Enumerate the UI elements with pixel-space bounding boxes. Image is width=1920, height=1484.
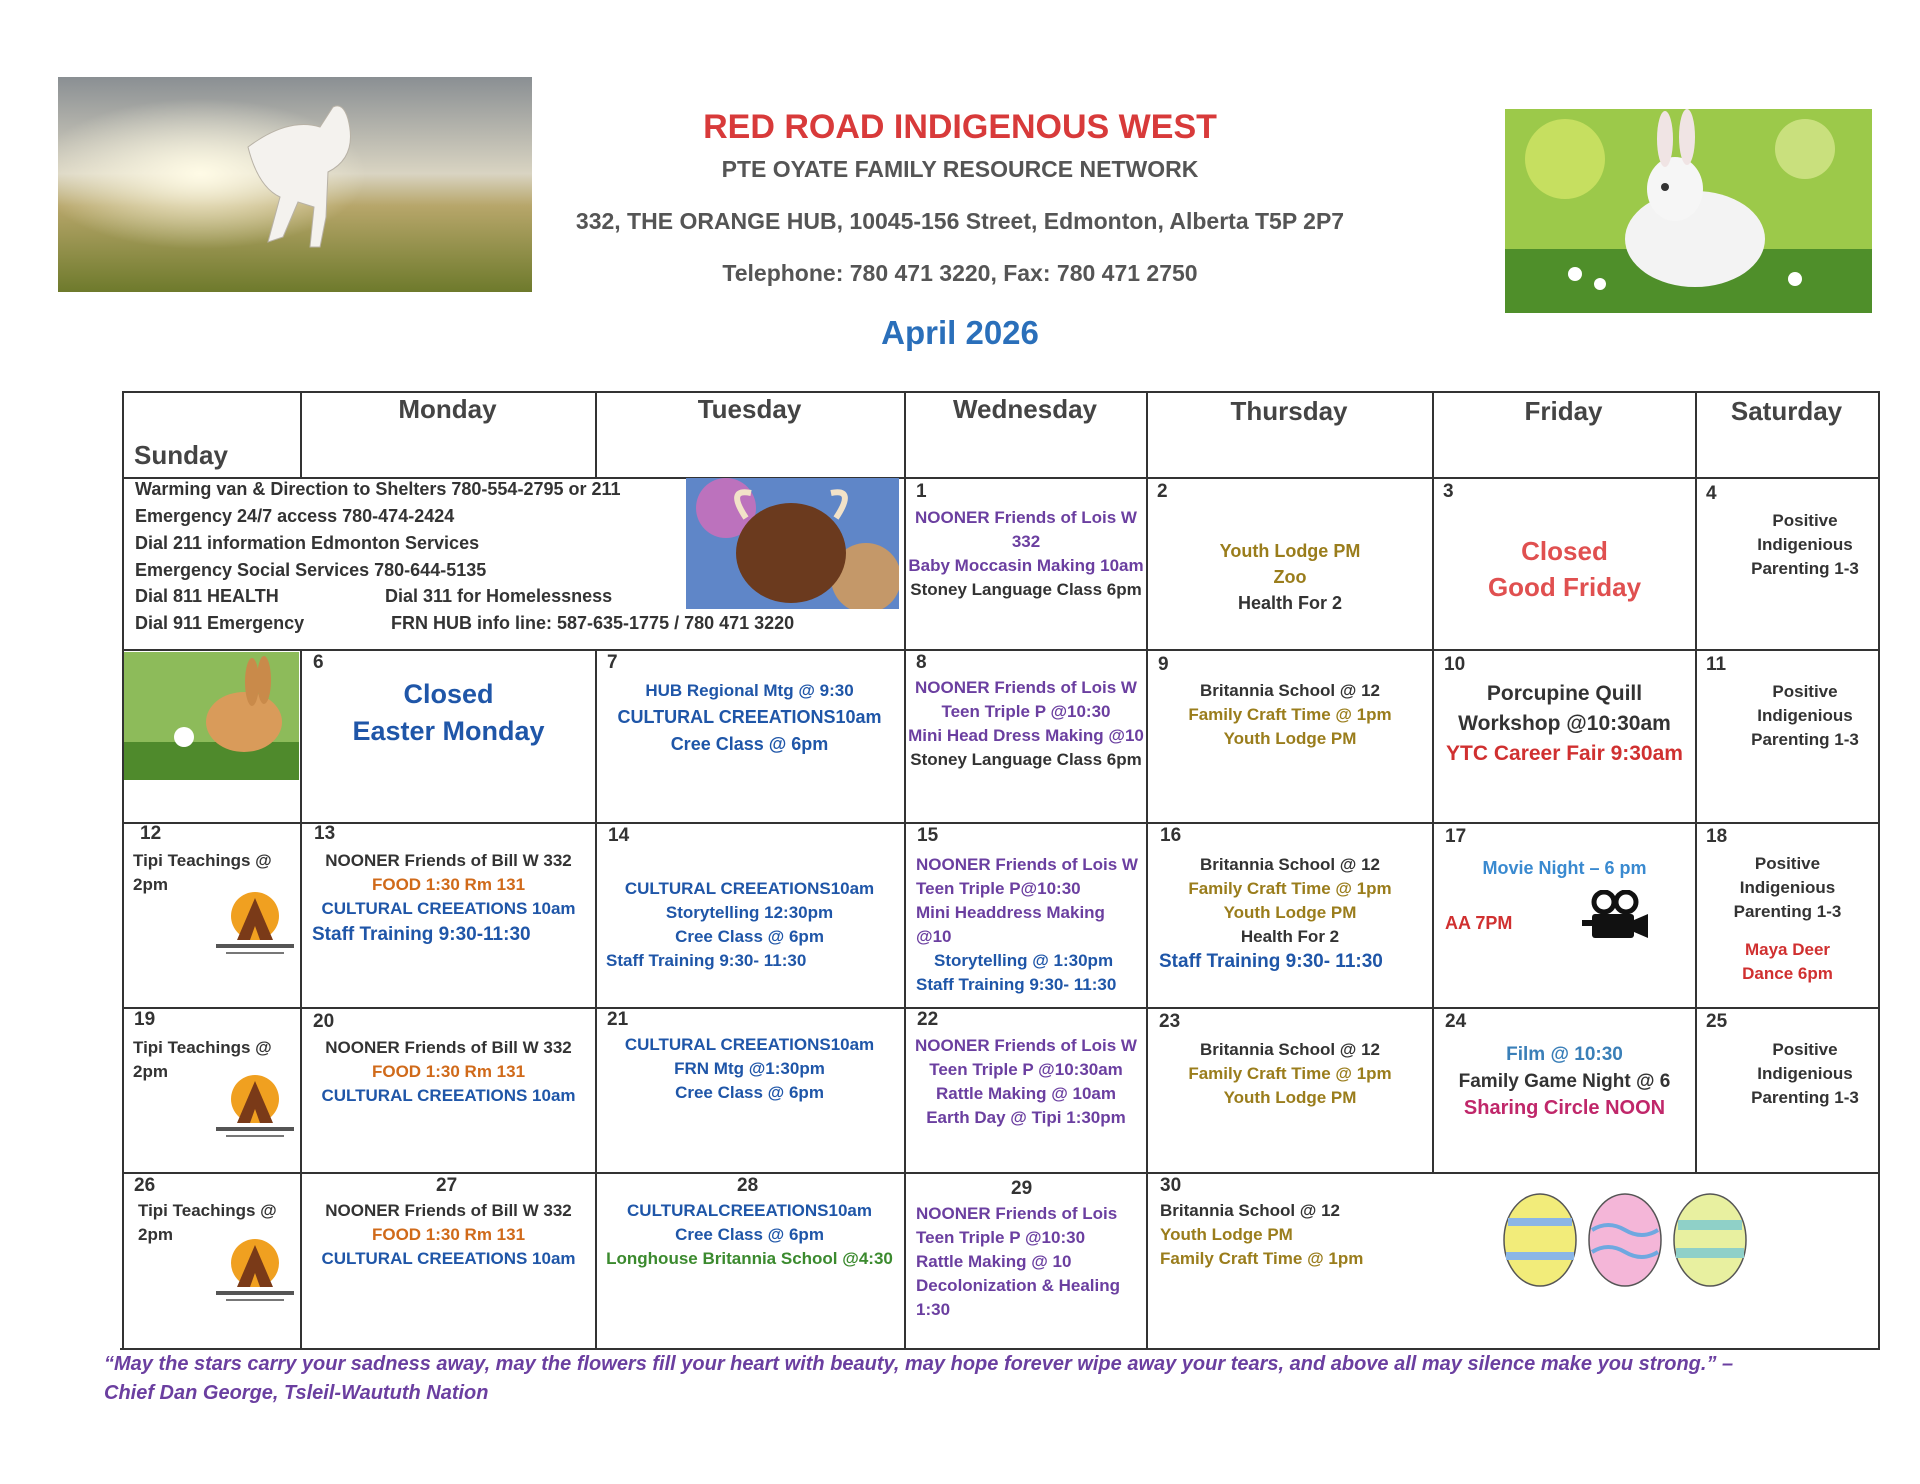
day-cell-14 <box>597 877 902 949</box>
event: Teen Triple P @10:30 <box>941 702 1111 721</box>
day-number: 30 <box>1160 1175 1182 1196</box>
day-number: 7 <box>607 652 618 673</box>
event: Baby Moccasin Making 10am <box>908 556 1144 575</box>
event: FOOD 1:30 Rm 131 <box>371 875 526 894</box>
day-number: 13 <box>314 823 336 844</box>
org-subtitle: PTE OYATE FAMILY RESOURCE NETWORK <box>721 156 1199 182</box>
event: Mini Head Dress Making @10 <box>908 726 1144 745</box>
day-cell-30 <box>1160 1199 1420 1271</box>
day-cell-2 <box>1148 538 1432 616</box>
day-number: 21 <box>607 1009 629 1030</box>
event: Positive Indigenious Parenting 1-3 <box>1751 511 1859 578</box>
day-cell-25 <box>1750 1038 1860 1110</box>
event: Health For 2 <box>1240 927 1340 946</box>
org-address: 332, THE ORANGE HUB, 10045-156 Street, Edmonton, Alberta T5P 2P7 <box>575 208 1345 234</box>
day-number: 28 <box>737 1175 759 1196</box>
event: Good Friday <box>1487 572 1642 602</box>
event: Tipi Teachings @ 2pm <box>138 1201 277 1244</box>
day-header-thursday: Thursday <box>1230 396 1348 426</box>
event: NOONER Friends of Lois W <box>915 678 1137 697</box>
event: Teen Triple P @10:30am <box>929 1060 1123 1079</box>
day-number: 10 <box>1444 654 1466 675</box>
day-number: 8 <box>916 652 927 673</box>
day-number: 20 <box>313 1011 335 1032</box>
tipi-logo <box>212 890 298 960</box>
event: FOOD 1:30 Rm 131 <box>371 1062 526 1081</box>
day-number: 14 <box>608 825 630 846</box>
day-cell-27 <box>302 1199 595 1271</box>
event: FRN Mtg @1:30pm <box>674 1059 825 1078</box>
day-number: 25 <box>1706 1011 1728 1032</box>
info-line: Dial 811 HEALTH <box>135 586 279 606</box>
info-line: Emergency 24/7 access 780-474-2424 <box>135 506 455 526</box>
event: NOONER Friends of Lois W <box>915 1036 1137 1055</box>
info-line: Warming van & Direction to Shelters 780-554-2795 or 211 <box>135 479 621 499</box>
day-cell-22 <box>906 1034 1146 1130</box>
event: NOONER Friends of Bill W 332 <box>325 1201 572 1220</box>
event: Rattle Making @ 10 <box>916 1252 1072 1271</box>
day-number: 29 <box>1011 1178 1033 1199</box>
event: Positive Indigenious Parenting 1-3 <box>1733 854 1842 921</box>
event: Closed <box>1521 536 1608 566</box>
day-number: 2 <box>1157 481 1168 502</box>
day-number: 24 <box>1445 1011 1467 1032</box>
day-cell-9 <box>1148 679 1432 751</box>
event: Stoney Language Class 6pm <box>910 750 1142 769</box>
org-title: RED ROAD INDIGENOUS WEST <box>703 108 1217 146</box>
event: Decolonization & Healing 1:30 <box>916 1276 1121 1319</box>
day-cell-21 <box>597 1033 902 1105</box>
event: Family Game Night @ 6 <box>1458 1071 1671 1092</box>
event: NOONER Friends of Bill W 332 <box>325 851 572 870</box>
event: CULTURAL CREEATIONS10am <box>624 879 875 898</box>
day-header-friday: Friday <box>1524 396 1603 426</box>
day-number: 22 <box>917 1009 939 1030</box>
event: Youth Lodge PM <box>1223 903 1357 922</box>
day-number: 27 <box>436 1175 458 1196</box>
event: Longhouse Britannia School @4:30 <box>606 1249 893 1268</box>
event: Maya Deer Dance 6pm <box>1742 940 1833 983</box>
emergency-info <box>135 476 695 584</box>
event: Earth Day @ Tipi 1:30pm <box>926 1108 1126 1127</box>
event: Positive Indigenious Parenting 1-3 <box>1751 1040 1859 1107</box>
info-line: Dial 311 for Homelessness <box>385 586 613 606</box>
day-number: 1 <box>916 481 927 502</box>
day-header-sunday: Sunday <box>134 440 228 470</box>
day-number: 18 <box>1706 826 1728 847</box>
day-cell-15 <box>916 853 1144 997</box>
event: Cree Class @ 6pm <box>675 1225 824 1244</box>
event: Sharing Circle NOON <box>1463 1097 1666 1119</box>
event: Mini Headdress Making @10 <box>916 903 1105 946</box>
event: Health For 2 <box>1237 593 1343 613</box>
event: Staff Training 9:30- 11:30 <box>916 975 1117 994</box>
event: Cree Class @ 6pm <box>670 734 829 754</box>
event: Positive Indigenious Parenting 1-3 <box>1751 682 1859 749</box>
event: Family Craft Time @ 1pm <box>1188 1064 1392 1083</box>
buffalo-painting <box>686 478 899 609</box>
event: Cree Class @ 6pm <box>675 1083 824 1102</box>
easter-eggs-illustration <box>1500 1190 1760 1290</box>
event: CULTURAL CREEATIONS 10am <box>321 1249 576 1268</box>
day-cell-29 <box>916 1202 1140 1322</box>
event: Youth Lodge PM <box>1219 541 1361 561</box>
event: Zoo <box>1273 567 1307 587</box>
day-header-tuesday: Tuesday <box>697 394 802 424</box>
event: Staff Training 9:30-11:30 <box>312 924 531 945</box>
day-cell-11 <box>1750 680 1860 752</box>
movie-camera-icon <box>1580 890 1650 946</box>
day-number: 12 <box>140 823 162 844</box>
day-header-saturday: Saturday <box>1730 396 1843 426</box>
event: Porcupine Quill Workshop @10:30am <box>1458 682 1671 735</box>
event: AA 7PM <box>1445 913 1513 933</box>
footer-quote <box>104 1350 1884 1408</box>
day-cell-18 <box>1700 852 1875 986</box>
event: Britannia School @ 12 <box>1199 855 1380 874</box>
day-cell-10 <box>1434 679 1695 769</box>
event: Youth Lodge PM <box>1160 1225 1293 1244</box>
day-cell-23 <box>1148 1038 1432 1110</box>
tipi-logo <box>212 1073 298 1143</box>
event: Tipi Teachings @ 2pm <box>133 1038 272 1081</box>
day-number: 11 <box>1706 654 1727 675</box>
event: Rattle Making @ 10am <box>935 1084 1117 1103</box>
day-cell-28 <box>597 1199 902 1271</box>
day-number: 4 <box>1706 483 1717 504</box>
day-cell-6 <box>302 676 595 750</box>
event: CULTURAL CREEATIONS 10am <box>321 899 576 918</box>
day-number: 17 <box>1445 826 1467 847</box>
day-cell-3 <box>1434 533 1695 605</box>
event: Closed <box>403 679 494 709</box>
easter-bunny-photo <box>124 652 299 780</box>
quote-author: Chief Dan George, Tsleil-Waututh Nation <box>104 1382 489 1404</box>
info-line: Emergency Social Services 780-644-5135 <box>135 560 487 580</box>
event: NOONER Friends of Lois W <box>916 855 1138 874</box>
event: CULTURAL CREEATIONS 10am <box>321 1086 576 1105</box>
event: Storytelling 12:30pm <box>665 903 834 922</box>
event: Teen Triple P @10:30 <box>916 1228 1086 1247</box>
event: Family Craft Time @ 1pm <box>1188 705 1392 724</box>
day-cell-7 <box>597 677 902 758</box>
event: FOOD 1:30 Rm 131 <box>371 1225 526 1244</box>
day-cell-24 <box>1434 1041 1695 1122</box>
event: CULTURAL CREEATIONS10am <box>617 707 882 727</box>
event: Teen Triple P@10:30 <box>916 879 1081 898</box>
org-phone: Telephone: 780 471 3220, Fax: 780 471 2750 <box>722 260 1198 286</box>
event: Youth Lodge PM <box>1223 1088 1357 1107</box>
event: Staff Training 9:30- 11:30 <box>1159 951 1383 972</box>
event: CULTURALCREEATIONS10am <box>627 1201 872 1220</box>
event: Storytelling @ 1:30pm <box>934 951 1114 970</box>
event: NOONER Friends of Bill W 332 <box>325 1038 572 1057</box>
event: YTC Career Fair 9:30am <box>1446 742 1683 765</box>
tipi-logo <box>212 1237 298 1307</box>
day-number: 26 <box>134 1175 156 1196</box>
event: Youth Lodge PM <box>1223 729 1357 748</box>
event: Movie Night – 6 pm <box>1482 858 1647 878</box>
day-cell-1 <box>906 506 1146 602</box>
day-number: 15 <box>917 825 939 846</box>
event: Cree Class @ 6pm <box>675 927 824 946</box>
event: CULTURAL CREEATIONS10am <box>624 1035 875 1054</box>
day-header-monday: Monday <box>398 394 497 424</box>
day-header-wednesday: Wednesday <box>952 394 1097 424</box>
day-number: 16 <box>1160 825 1182 846</box>
day-cell-20 <box>302 1036 595 1108</box>
event: Staff Training 9:30- 11:30 <box>606 951 807 970</box>
event: NOONER Friends of Lois W 332 <box>915 508 1137 551</box>
day-number: 9 <box>1158 654 1169 675</box>
day-number: 23 <box>1159 1011 1181 1032</box>
event: Family Craft Time @ 1pm <box>1160 1249 1364 1268</box>
event: Stoney Language Class 6pm <box>910 580 1142 599</box>
day-cell-8 <box>906 676 1146 772</box>
quote-line: “May the stars carry your sadness away, may the flowers fill your heart with beauty, may hope forever wipe away your tears, and above all may silence make you strong.” – <box>104 1353 1734 1375</box>
info-line: Dial 211 information Edmonton Services <box>135 533 480 553</box>
event: Britannia School @ 12 <box>1199 1040 1380 1059</box>
event: Easter Monday <box>352 716 545 746</box>
day-number: 19 <box>134 1009 156 1030</box>
day-cell-13 <box>302 849 595 921</box>
day-cell-16 <box>1148 853 1432 949</box>
event: Family Craft Time @ 1pm <box>1188 879 1392 898</box>
event: Britannia School @ 12 <box>1199 681 1380 700</box>
day-number: 3 <box>1443 481 1454 502</box>
event: Tipi Teachings @ 2pm <box>133 851 272 894</box>
event: Film @ 10:30 <box>1506 1044 1623 1065</box>
day-cell-4 <box>1750 509 1860 581</box>
info-line: FRN HUB info line: 587-635-1775 / 780 471 3220 <box>391 613 795 633</box>
event: Britannia School @ 12 <box>1160 1201 1341 1220</box>
event: NOONER Friends of Lois <box>916 1204 1118 1223</box>
event: HUB Regional Mtg @ 9:30 <box>645 681 854 700</box>
calendar-month: April 2026 <box>881 314 1039 351</box>
day-number: 6 <box>313 652 324 673</box>
info-line: Dial 911 Emergency <box>135 613 305 633</box>
